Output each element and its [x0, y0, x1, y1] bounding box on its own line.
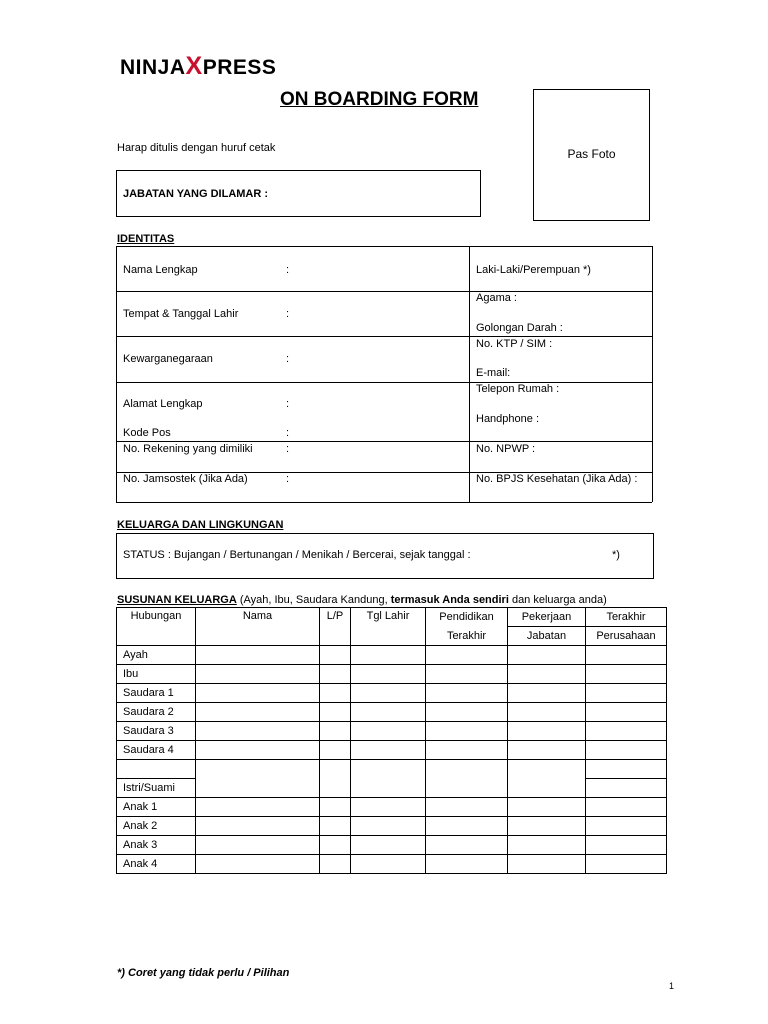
- cell[interactable]: [196, 836, 320, 855]
- cell[interactable]: [196, 703, 320, 722]
- cell[interactable]: [351, 760, 426, 798]
- cell[interactable]: [320, 760, 351, 798]
- cell[interactable]: [351, 798, 426, 817]
- cell[interactable]: [196, 665, 320, 684]
- field-gender[interactable]: Laki-Laki/Perempuan *): [476, 264, 591, 276]
- row-label: Saudara 1: [117, 684, 196, 703]
- colon: :: [286, 398, 290, 410]
- cell[interactable]: [196, 760, 320, 798]
- cell[interactable]: [320, 836, 351, 855]
- identity-table: [116, 246, 652, 502]
- cell[interactable]: [426, 798, 508, 817]
- table-row: [117, 855, 667, 874]
- cell[interactable]: [426, 836, 508, 855]
- row-label: Saudara 3: [117, 722, 196, 741]
- table-row: [117, 817, 667, 836]
- row-label: Saudara 4: [117, 741, 196, 760]
- cell[interactable]: [508, 836, 586, 855]
- cell[interactable]: [586, 665, 667, 684]
- field-email[interactable]: E-mail:: [476, 367, 511, 379]
- cell[interactable]: [320, 703, 351, 722]
- header-jabatan: Jabatan: [508, 627, 586, 646]
- cell[interactable]: [508, 760, 586, 798]
- field-full-name[interactable]: Nama Lengkap: [123, 264, 198, 276]
- form-title: ON BOARDING FORM: [280, 89, 479, 110]
- cell[interactable]: [508, 665, 586, 684]
- instruction-text: Harap ditulis dengan huruf cetak: [117, 142, 276, 154]
- row-label: Anak 4: [117, 855, 196, 874]
- cell[interactable]: [586, 836, 667, 855]
- cell[interactable]: [196, 684, 320, 703]
- cell[interactable]: [351, 665, 426, 684]
- marital-status-note: *): [612, 549, 620, 561]
- table-row: [117, 703, 667, 722]
- cell[interactable]: [351, 855, 426, 874]
- field-handphone[interactable]: Handphone :: [476, 413, 539, 425]
- cell[interactable]: [426, 855, 508, 874]
- cell[interactable]: [426, 665, 508, 684]
- header-lp: L/P: [320, 608, 351, 646]
- header-tgl-lahir: Tgl Lahir: [351, 608, 426, 646]
- identity-heading: IDENTITAS: [117, 233, 175, 245]
- row-label: Ibu: [117, 665, 196, 684]
- cell[interactable]: [351, 722, 426, 741]
- field-bpjs[interactable]: No. BPJS Kesehatan (Jika Ada) :: [476, 473, 638, 485]
- cell[interactable]: [426, 760, 508, 798]
- table-row: [117, 798, 667, 817]
- family-table: [116, 607, 667, 874]
- row-label: Anak 3: [117, 836, 196, 855]
- marital-status-text: STATUS : Bujangan / Bertunangan / Menikah / Bercerai, sejak tanggal :: [123, 549, 471, 561]
- table-row: [117, 836, 667, 855]
- cell[interactable]: [426, 703, 508, 722]
- field-postal-code[interactable]: Kode Pos: [123, 427, 171, 439]
- row-label: Saudara 2: [117, 703, 196, 722]
- cell[interactable]: [586, 760, 667, 779]
- colon: :: [286, 308, 290, 320]
- row-label: Anak 1: [117, 798, 196, 817]
- header-pekerjaan: Pekerjaan: [508, 608, 586, 627]
- cell[interactable]: [196, 646, 320, 665]
- cell[interactable]: [508, 703, 586, 722]
- field-ktp-sim[interactable]: No. KTP / SIM :: [476, 338, 553, 350]
- field-nationality[interactable]: Kewarganegaraan: [123, 353, 213, 365]
- cell[interactable]: [320, 798, 351, 817]
- table-row: [117, 760, 667, 779]
- logo-text-ninja: NINJA: [120, 56, 186, 79]
- position-applied-field[interactable]: [116, 170, 481, 217]
- cell[interactable]: [351, 836, 426, 855]
- row-label: [117, 760, 196, 779]
- row-label: Ayah: [117, 646, 196, 665]
- cell[interactable]: [508, 798, 586, 817]
- field-religion[interactable]: Agama :: [476, 292, 517, 304]
- cell[interactable]: [586, 855, 667, 874]
- cell[interactable]: [351, 703, 426, 722]
- cell[interactable]: [586, 817, 667, 836]
- colon: :: [286, 443, 290, 455]
- field-full-address[interactable]: Alamat Lengkap: [123, 398, 203, 410]
- cell[interactable]: [196, 741, 320, 760]
- header-terakhir-pendidikan: Terakhir: [426, 627, 508, 646]
- cell[interactable]: [586, 741, 667, 760]
- cell[interactable]: [508, 646, 586, 665]
- table-row: [117, 646, 667, 665]
- cell[interactable]: [320, 741, 351, 760]
- colon: :: [286, 353, 290, 365]
- header-perusahaan: Perusahaan: [586, 627, 667, 646]
- cell[interactable]: [508, 722, 586, 741]
- cell[interactable]: [586, 798, 667, 817]
- family-env-heading: KELUARGA DAN LINGKUNGAN: [117, 519, 284, 531]
- cell[interactable]: [351, 741, 426, 760]
- cell[interactable]: [320, 722, 351, 741]
- cell[interactable]: [426, 817, 508, 836]
- field-bank-account[interactable]: No. Rekening yang dimiliki: [123, 443, 253, 455]
- cell[interactable]: [351, 684, 426, 703]
- cell[interactable]: [196, 722, 320, 741]
- cell[interactable]: [586, 779, 667, 798]
- cell[interactable]: [426, 741, 508, 760]
- colon: :: [286, 473, 290, 485]
- field-home-phone[interactable]: Telepon Rumah :: [476, 383, 560, 395]
- marital-status-field[interactable]: [116, 533, 654, 579]
- cell[interactable]: [508, 817, 586, 836]
- footnote: *) Coret yang tidak perlu / Pilihan: [117, 967, 290, 979]
- cell[interactable]: [426, 646, 508, 665]
- logo-text-press: PRESS: [202, 56, 277, 79]
- cell[interactable]: [351, 817, 426, 836]
- cell[interactable]: [196, 855, 320, 874]
- cell[interactable]: [586, 722, 667, 741]
- colon: :: [286, 427, 290, 439]
- cell[interactable]: [508, 684, 586, 703]
- row-label: Anak 2: [117, 817, 196, 836]
- cell[interactable]: [196, 798, 320, 817]
- ninjaxpress-logo: [120, 52, 276, 81]
- logo-x-mark: X: [185, 52, 203, 80]
- cell[interactable]: [320, 855, 351, 874]
- header-hubungan: Hubungan: [117, 608, 196, 646]
- cell[interactable]: [320, 646, 351, 665]
- field-jamsostek[interactable]: No. Jamsostek (Jika Ada): [123, 473, 248, 485]
- table-row: [117, 665, 667, 684]
- cell[interactable]: [426, 722, 508, 741]
- row-label: Istri/Suami: [117, 779, 196, 798]
- cell[interactable]: [586, 703, 667, 722]
- cell[interactable]: [320, 684, 351, 703]
- colon: :: [286, 264, 290, 276]
- field-birth-place-date[interactable]: Tempat & Tanggal Lahir: [123, 308, 239, 320]
- header-terakhir-pekerjaan: Terakhir: [586, 608, 667, 627]
- cell[interactable]: [320, 665, 351, 684]
- field-blood-type[interactable]: Golongan Darah :: [476, 322, 563, 334]
- page-number: 1: [669, 981, 675, 991]
- photo-label: Pas Foto: [567, 147, 616, 161]
- cell[interactable]: [508, 855, 586, 874]
- photo-box: [533, 89, 650, 221]
- cell[interactable]: [508, 741, 586, 760]
- family-composition-heading: SUSUNAN KELUARGA (Ayah, Ibu, Saudara Kandung, termasuk Anda sendiri dan keluarga anda): [117, 594, 607, 606]
- header-pendidikan: Pendidikan: [426, 608, 508, 627]
- field-npwp[interactable]: No. NPWP :: [476, 443, 536, 455]
- cell[interactable]: [196, 817, 320, 836]
- cell[interactable]: [426, 684, 508, 703]
- table-row: [117, 722, 667, 741]
- table-row: [117, 741, 667, 760]
- cell[interactable]: [586, 646, 667, 665]
- cell[interactable]: [320, 817, 351, 836]
- table-row: [117, 684, 667, 703]
- position-applied-label: JABATAN YANG DILAMAR :: [123, 188, 269, 200]
- cell[interactable]: [351, 646, 426, 665]
- cell[interactable]: [586, 684, 667, 703]
- header-nama: Nama: [196, 608, 320, 646]
